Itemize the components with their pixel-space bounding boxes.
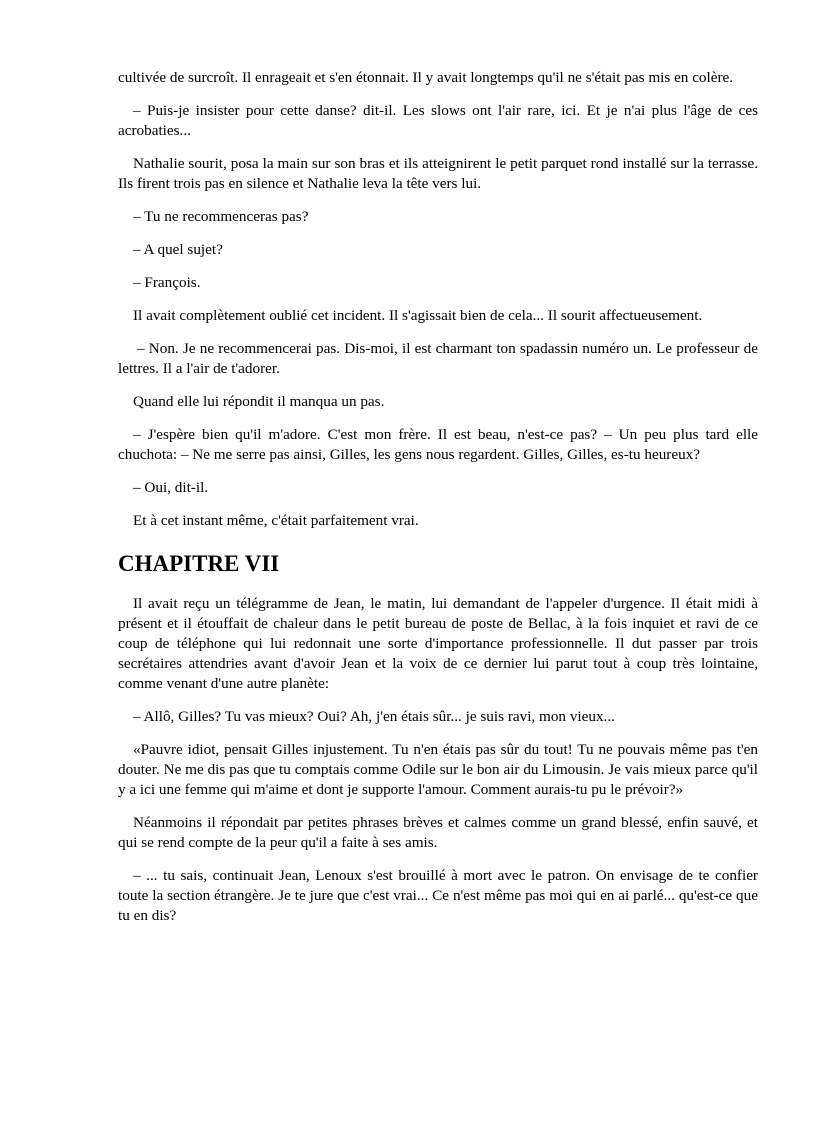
paragraph: – J'espère bien qu'il m'adore. C'est mon frère. Il est beau, n'est-ce pas? – Un peu plus tard elle chuchota: – Ne me serre pas ainsi, Gilles, les gens nous regardent. Gilles, Gilles, es-tu heureux? [118, 426, 758, 463]
paragraph: Néanmoins il répondait par petites phrases brèves et calmes comme un grand blessé, enfin sauvé, et qui se rend compte de la peur qu'il a faite à ses amis. [118, 814, 758, 851]
chapter-title: CHAPITRE VII [118, 551, 280, 576]
paragraph: – Non. Je ne recommencerai pas. Dis-moi, il est charmant ton spadassin numéro un. Le professeur de lettres. Il a l'air de t'adorer. [118, 340, 758, 377]
paragraph: Il avait complètement oublié cet incident. Il s'agissait bien de cela... Il sourit affectueusement. [133, 307, 703, 324]
paragraph: – François. [133, 274, 201, 291]
paragraph: cultivée de surcroît. Il enrageait et s'en étonnait. Il y avait longtemps qu'il ne s'était pas mis en colère. [118, 69, 734, 86]
paragraph: – Allô, Gilles? Tu vas mieux? Oui? Ah, j'en étais sûr... je suis ravi, mon vieux... [133, 708, 615, 725]
paragraph: «Pauvre idiot, pensait Gilles injustement. Tu n'en étais pas sûr du tout! Tu ne pouvais même pas t'en douter. Ne me dis pas que tu comptais comme Odile sur le bon air du Limousin. Je vais mieux parce qu'il y a ici une femme qui m'aime et dont je supporte l'amour. Comment aurais-tu pu le prévoir?» [118, 741, 758, 798]
paragraph: – ... tu sais, continuait Jean, Lenoux s'est brouillé à mort avec le patron. On envisage de te confier toute la section étrangère. Je te jure que c'est vrai... Ce n'est même pas moi qui en ai parlé... qu'est-ce que tu en dis? [118, 867, 758, 924]
paragraph: – Tu ne recommenceras pas? [133, 208, 309, 225]
paragraph: – Puis-je insister pour cette danse? dit-il. Les slows ont l'air rare, ici. Et je n'ai plus l'âge de ces acrobaties... [118, 102, 758, 139]
document-page [118, 68, 758, 939]
paragraph: Nathalie sourit, posa la main sur son bras et ils atteignirent le petit parquet rond installé sur la terrasse. Ils firent trois pas en silence et Nathalie leva la tête vers lui. [118, 155, 758, 192]
paragraph: – Oui, dit-il. [133, 479, 209, 496]
paragraph: Quand elle lui répondit il manqua un pas. [133, 393, 385, 410]
paragraph: Et à cet instant même, c'était parfaitement vrai. [133, 512, 419, 529]
paragraph: – A quel sujet? [133, 241, 223, 258]
paragraph: Il avait reçu un télégramme de Jean, le matin, lui demandant de l'appeler d'urgence. Il était midi à présent et il étouffait de chaleur dans le petit bureau de poste de Bellac, à la fois inquiet et ravi de ce coup de téléphone qui lui redonnait une sorte d'importance professionnelle. Il dut passer par trois secrétaires attendries avant d'avoir Jean et la voix de ce dernier lui parut tout à coup très lointaine, comme venant d'une autre planète: [118, 595, 758, 692]
